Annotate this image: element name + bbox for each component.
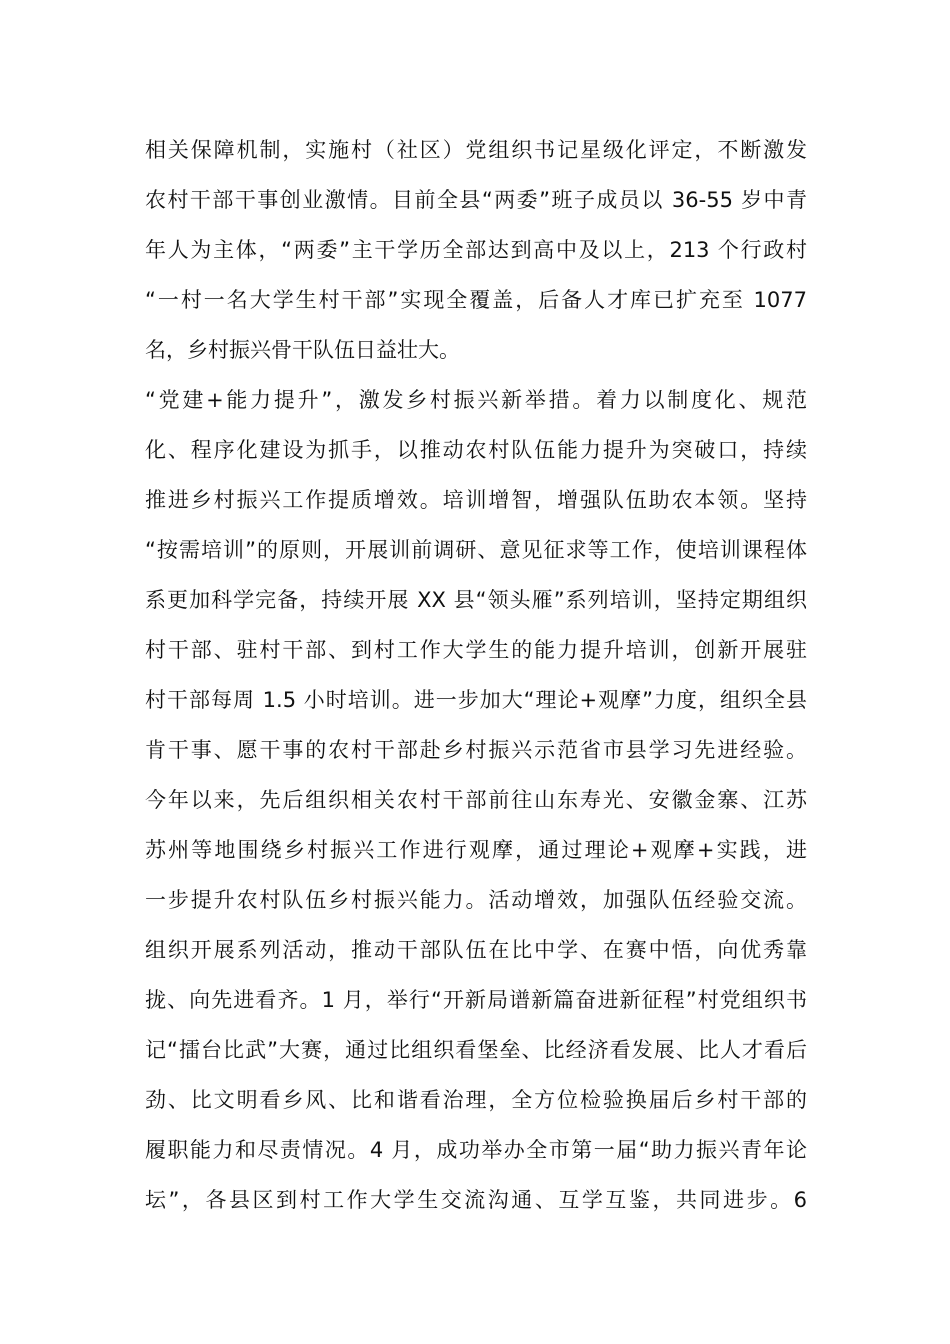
paragraph-support-mechanism <box>145 125 807 375</box>
text-line: 年人为主体，“两委”主干学历全部达到高中及以上，213 个行政村 <box>145 238 807 262</box>
text-line: 履职能力和尽责情况。4 月，成功举办全市第一届“助力振兴青年论 <box>145 1138 807 1162</box>
text-line: 坛”，各县区到村工作大学生交流沟通、互学互鉴，共同进步。6 <box>145 1188 807 1212</box>
text-line: 一步提升农村队伍乡村振兴能力。活动增效，加强队伍经验交流。 <box>145 888 807 912</box>
text-line: 名，乡村振兴骨干队伍日益壮大。 <box>145 338 460 362</box>
text-line: 相关保障机制，实施村（社区）党组织书记星级化评定，不断激发 <box>145 138 807 162</box>
text-line: 推进乡村振兴工作提质增效。培训增智，增强队伍助农本领。坚持 <box>145 488 807 512</box>
document-page <box>145 125 807 1225</box>
text-line: 肯干事、愿干事的农村干部赴乡村振兴示范省市县学习先进经验。 <box>145 738 807 762</box>
paragraph-capacity-building <box>145 375 807 1225</box>
text-line: 劲、比文明看乡风、比和谐看治理，全方位检验换届后乡村干部的 <box>145 1088 807 1112</box>
text-line: “按需培训”的原则，开展训前调研、意见征求等工作，使培训课程体 <box>145 538 807 562</box>
text-line: 组织开展系列活动，推动干部队伍在比中学、在赛中悟，向优秀靠 <box>145 938 807 962</box>
text-line: 苏州等地围绕乡村振兴工作进行观摩，通过理论+观摩+实践，进 <box>145 838 807 862</box>
text-line: “一村一名大学生村干部”实现全覆盖，后备人才库已扩充至 1077 <box>145 288 807 312</box>
text-line: 农村干部干事创业激情。目前全县“两委”班子成员以 36-55 岁中青 <box>145 188 807 212</box>
text-line: 拢、向先进看齐。1 月，举行“开新局谱新篇奋进新征程”村党组织书 <box>145 988 807 1012</box>
text-line: 记“擂台比武”大赛，通过比组织看堡垒、比经济看发展、比人才看后 <box>145 1038 807 1062</box>
text-line: “党建+能力提升”，激发乡村振兴新举措。着力以制度化、规范 <box>145 388 807 412</box>
text-line: 系更加科学完备，持续开展 XX 县“领头雁”系列培训，坚持定期组织 <box>145 588 807 612</box>
text-line: 村干部每周 1.5 小时培训。进一步加大“理论+观摩”力度，组织全县 <box>145 688 807 712</box>
text-line: 村干部、驻村干部、到村工作大学生的能力提升培训，创新开展驻 <box>145 638 807 662</box>
text-line: 化、程序化建设为抓手，以推动农村队伍能力提升为突破口，持续 <box>145 438 807 462</box>
text-line: 今年以来，先后组织相关农村干部前往山东寿光、安徽金寨、江苏 <box>145 788 807 812</box>
